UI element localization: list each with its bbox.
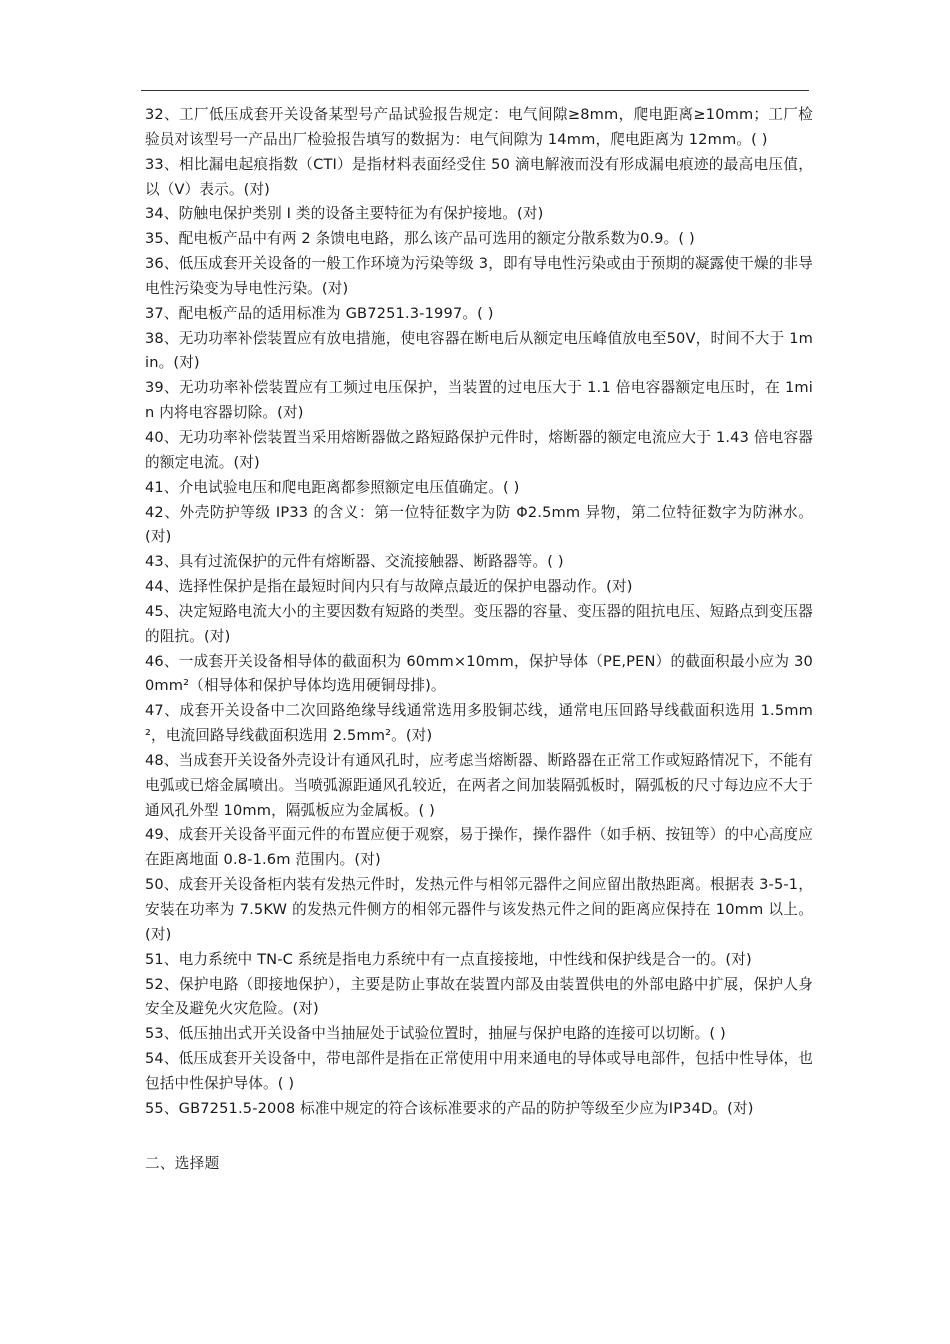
header-rule (141, 90, 809, 91)
question-39: 39、无功功率补偿装置应有工频过电压保护，当装置的过电压大于 1.1 倍电容器额定电压时，在 1min 内将电容器切除。(对) (145, 379, 813, 422)
question-47: 47、成套开关设备中二次回路绝缘导线通常选用多股铜芯线，通常电压回路导线截面积选用 1.5mm²，电流回路导线截面积选用 2.5mm²。(对) (145, 702, 813, 745)
question-36: 36、低压成套开关设备的一般工作环境为污染等级 3，即有导电性污染或由于预期的凝露使干燥的非导电性污染变为导电性污染。(对) (145, 255, 813, 297)
section-spacer (145, 1122, 813, 1152)
question-41: 41、介电试验电压和爬电距离都参照额定电压值确定。( ) (145, 478, 520, 496)
question-32: 32、工厂低压成套开关设备某型号产品试验报告规定：电气间隙≥8mm，爬电距离≥10mm；工厂检验员对该型号一产品出厂检验报告填写的数据为：电气间隙为 14mm，爬电距离为 12mm。( ) (145, 106, 813, 148)
question-37: 37、配电板产品的适用标准为 GB7251.3-1997。( ) (145, 304, 494, 322)
question-44: 44、选择性保护是指在最短时间内只有与故障点最近的保护电器动作。(对) (145, 578, 633, 596)
question-51: 51、电力系统中 TN-C 系统是指电力系统中有一点直接接地，中性线和保护线是合一的。(对) (145, 950, 752, 968)
question-42: 42、外壳防护等级 IP33 的含义：第一位特征数字为防 Φ2.5mm 异物，第二位特征数字为防淋水。(对) (145, 503, 813, 546)
question-list (145, 103, 813, 1176)
question-52: 52、保护电路（即接地保护），主要是防止事故在装置内部及由装置供电的外部电路中扩展，保护人身安全及避免火灾危险。(对) (145, 975, 813, 1018)
question-48: 48、当成套开关设备外壳设计有通风孔时，应考虑当熔断器、断路器在正常工作或短路情况下，不能有电弧或已熔金属喷出。当喷弧源距通风孔较近，在两者之间加装隔弧板时，隔弧板的尺寸每边应不大于通风孔外型 10mm，隔弧板应为金属板。( ) (145, 751, 813, 819)
question-53: 53、低压抽出式开关设备中当抽屉处于试验位置时，抽屉与保护电路的连接可以切断。( ) (145, 1025, 726, 1043)
question-34: 34、防触电保护类别 I 类的设备主要特征为有保护接地。(对) (145, 205, 544, 223)
question-49: 49、成套开关设备平面元件的布置应便于观察，易于操作，操作器件（如手柄、按钮等）的中心高度应在距离地面 0.8-1.6m 范围内。(对) (145, 826, 813, 869)
question-54: 54、低压成套开关设备中，带电部件是指在正常使用中用来通电的导体或导电部件，包括中性导体，也包括中性保护导体。( ) (145, 1050, 813, 1092)
section-heading: 二、选择题 (145, 1154, 220, 1172)
question-40: 40、无功功率补偿装置当采用熔断器做之路短路保护元件时，熔断器的额定电流应大于 1.43 倍电容器的额定电流。(对) (145, 428, 813, 471)
question-35: 35、配电板产品中有两 2 条馈电电路，那么该产品可选用的额定分散系数为0.9。( ) (145, 230, 695, 248)
question-33: 33、相比漏电起痕指数（CTI）是指材料表面经受住 50 滴电解液而没有形成漏电痕迹的最高电压值，以（V）表示。(对) (145, 155, 813, 198)
question-45: 45、决定短路电流大小的主要因数有短路的类型。变压器的容量、变压器的阻抗电压、短路点到变压器的阻抗。(对) (145, 602, 813, 645)
question-43: 43、具有过流保护的元件有熔断器、交流接触器、断路器等。( ) (145, 553, 564, 571)
question-46: 46、一成套开关设备相导体的截面积为 60mm×10mm，保护导体（PE,PEN）的截面积最小应为 300mm²（相导体和保护导体均选用硬铜母排)。 (145, 652, 813, 695)
question-55: 55、GB7251.5-2008 标准中规定的符合该标准要求的产品的防护等级至少应为IP34D。(对) (145, 1099, 754, 1117)
question-50: 50、成套开关设备柜内装有发热元件时，发热元件与相邻元器件之间应留出散热距离。根据表 3-5-1，安装在功率为 7.5KW 的发热元件侧方的相邻元器件与该发热元件之间的距离应保持在 10mm 以上。(对) (145, 876, 813, 943)
question-38: 38、无功功率补偿装置应有放电措施，使电容器在断电后从额定电压峰值放电至50V，时间不大于 1min。(对) (145, 329, 813, 372)
